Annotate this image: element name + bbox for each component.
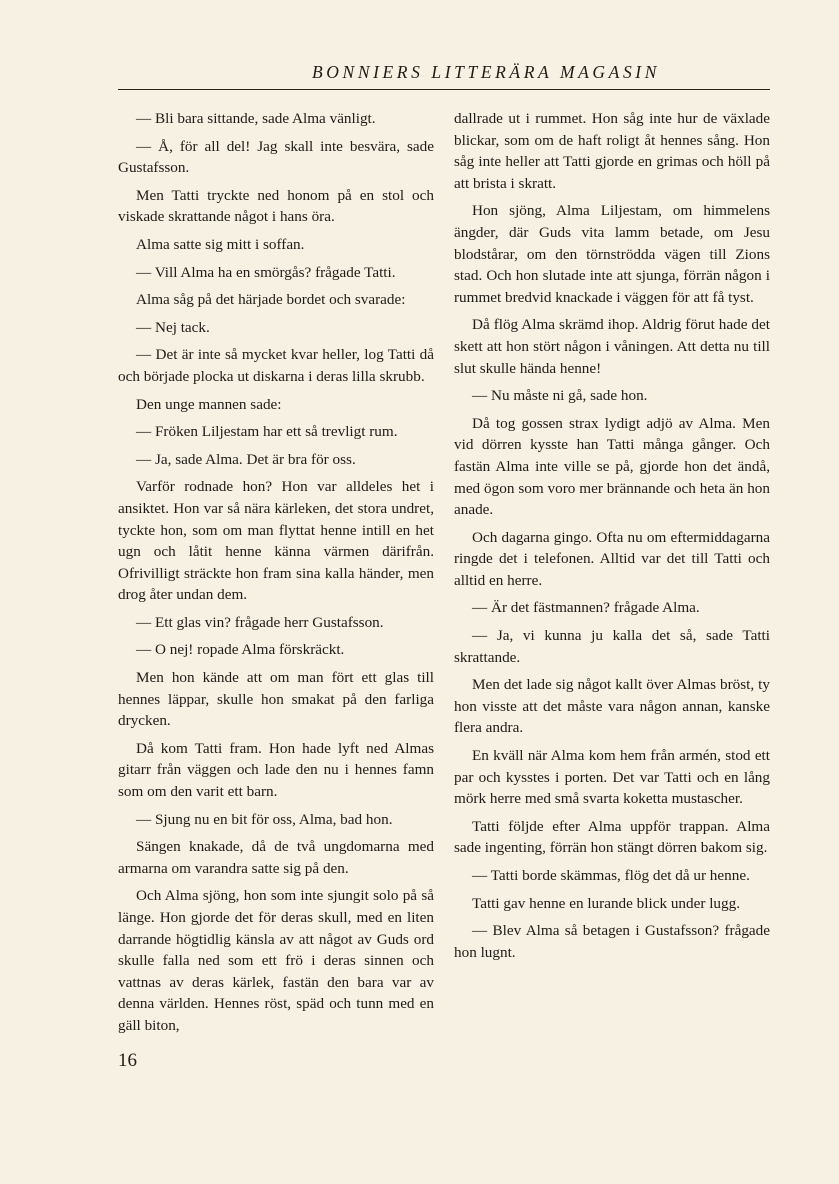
paragraph: Hon sjöng, Alma Liljestam, om himmelens ängder, där Guds vita lamm betade, om Jesu blodstårar, om den törnströdda vägen till Zions stad. Och hon slutade inte att sjunga, förrän någon i rummet bredvid knackade i väggen för att få tyst. xyxy=(454,202,770,306)
paragraph: — Ett glas vin? frågade herr Gustafsson. xyxy=(136,613,384,631)
paragraph: Den unge mannen sade: xyxy=(136,395,282,413)
paragraph: — Å, för all del! Jag skall inte besvära, sade Gustafsson. xyxy=(118,137,434,177)
paragraph: — Bli bara sittande, sade Alma vänligt. xyxy=(136,110,376,127)
paragraph: Alma såg på det härjade bordet och svarade: xyxy=(136,291,406,309)
paragraph: — Blev Alma så betagen i Gustafsson? frågade hon lugnt. xyxy=(454,922,770,961)
text-column-left xyxy=(118,108,434,1043)
header-rule xyxy=(118,89,770,90)
paragraph: — Det är inte så mycket kvar heller, log Tatti då och började plocka ut diskarna i deras lilla skrubb. xyxy=(118,346,434,385)
paragraph: — Nu måste ni gå, sade hon. xyxy=(472,387,648,405)
paragraph: dallrade ut i rummet. Hon såg inte hur de växlade blickar, som om de haft roligt åt hennes sång. Hon såg inte heller att Tatti gjorde en grimas och höll på att brista i skratt. xyxy=(454,110,770,192)
paragraph: Varför rodnade hon? Hon var alldeles het i ansiktet. Hon var så nära kärleken, det stora undret, tyckte hon, som om man flyttat henne intill en het ugn och låtit henne känna värmen därifrån. Ofrivilligt sträckte hon fram sina kalla händer, men drog åter undan dem. xyxy=(118,478,434,604)
page-number: 16 xyxy=(118,1050,137,1071)
paragraph: Då tog gossen strax lydigt adjö av Alma. Men vid dörren kysste han Tatti många gånger. Och fastän Alma inte ville se på, gjorde hon det ändå, med ögon som voro mer brännande och heta än hon anade. xyxy=(454,414,770,519)
paragraph: — O nej! ropade Alma förskräckt. xyxy=(136,641,345,659)
paragraph: Alma satte sig mitt i soffan. xyxy=(136,235,305,253)
paragraph: — Är det fästmannen? frågade Alma. xyxy=(472,599,700,617)
paragraph: Och Alma sjöng, hon som inte sjungit solo på så länge. Hon gjorde det för deras skull, med en liten darrande högtidlig känsla av att något av Guds ord skulle falla ned som ett frö i deras sinnen och vattnas av deras kärlek, fastän den bara var av denna världen. Hennes röst, späd och tunn med en gäll biton, xyxy=(118,887,434,1034)
paragraph: Då kom Tatti fram. Hon hade lyft ned Almas gitarr från väggen och lade den nu i hennes famn som om den varit ett barn. xyxy=(118,739,434,801)
paragraph: Men hon kände att om man fört ett glas till hennes läppar, skulle hon smakat på den farliga drycken. xyxy=(118,669,434,730)
paragraph: Då flög Alma skrämd ihop. Aldrig förut hade det skett att hon stört någon i våningen. Att detta nu till slut skulle hända henne! xyxy=(454,316,770,377)
paragraph: En kväll när Alma kom hem från armén, stod ett par och kysstes i porten. Det var Tatti och en lång mörk herre med små svarta koketta mustascher. xyxy=(454,747,770,808)
paragraph: Tatti följde efter Alma uppför trappan. Alma sade ingenting, förrän hon stängt dörren bakom sig. xyxy=(454,817,770,857)
paragraph: — Ja, sade Alma. Det är bra för oss. xyxy=(136,450,356,468)
paragraph: Och dagarna gingo. Ofta nu om eftermiddagarna ringde det i telefonen. Alltid var det till Tatti och alltid en herre. xyxy=(454,528,770,589)
paragraph: Men Tatti tryckte ned honom på en stol och viskade skrattande något i hans öra. xyxy=(118,186,434,226)
running-header: BONNIERS LITTERÄRA MAGASIN xyxy=(312,62,660,82)
paragraph: — Nej tack. xyxy=(136,318,210,336)
paragraph: — Fröken Liljestam har ett så trevligt rum. xyxy=(136,423,398,441)
paragraph: Sängen knakade, då de två ungdomarna med armarna om varandra satte sig på den. xyxy=(118,838,434,877)
paragraph: — Vill Alma ha en smörgås? frågade Tatti. xyxy=(136,263,396,281)
paragraph: Men det lade sig något kallt över Almas bröst, ty hon visste att det måste vara någon annan, kanske flera andra. xyxy=(454,676,770,737)
paragraph: Tatti gav henne en lurande blick under lugg. xyxy=(472,894,741,912)
text-column-right xyxy=(454,108,770,969)
paragraph: — Tatti borde skämmas, flög det då ur henne. xyxy=(472,867,750,884)
paragraph: — Sjung nu en bit för oss, Alma, bad hon. xyxy=(136,810,393,828)
paragraph: — Ja, vi kunna ju kalla det så, sade Tatti skrattande. xyxy=(454,627,770,666)
